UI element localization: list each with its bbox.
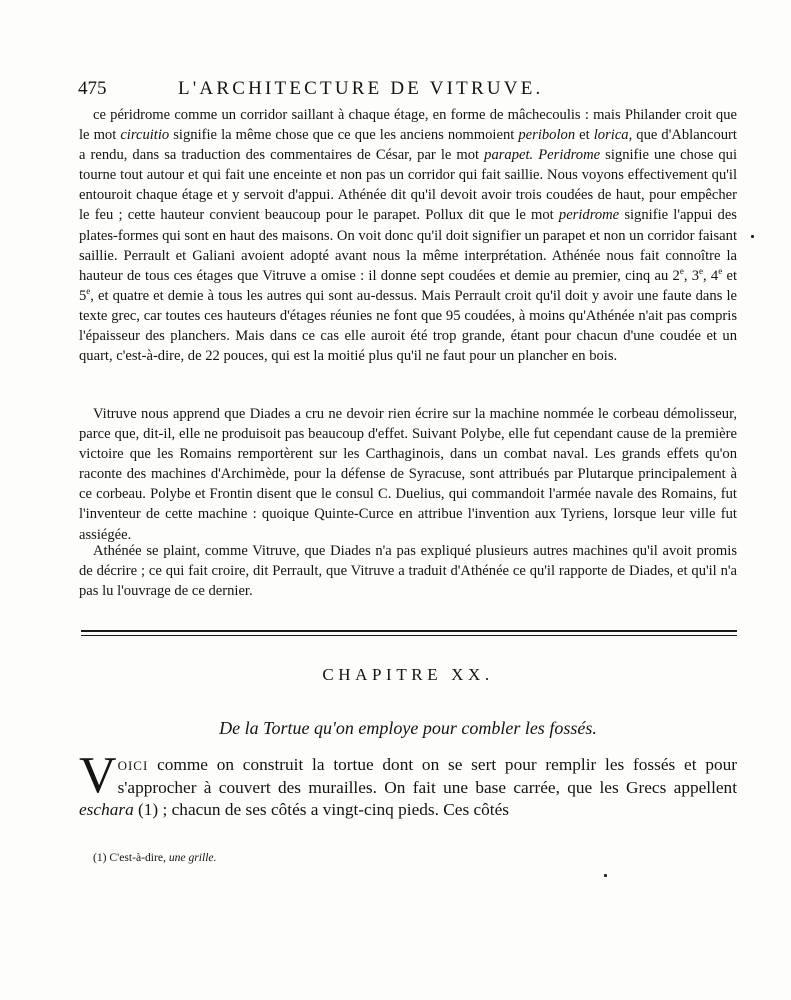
print-speck bbox=[751, 235, 754, 238]
paragraph-2-text: Vitruve nous apprend que Diades a cru ne devoir rien écrire sur la machine nommée le corbeau démolisseur, parce que, dit-il, elle ne produisoit pas beaucoup d'effet. Suivant Polybe, elle fut cependant cause de la première victoire que les Romains remportèrent sur les Carthaginois, dans un combat naval. Les grands effets qu'on raconte des machines d'Archimède, pour la défense de Syracuse, sont attribués par Plutarque principalement à ce corbeau. Polybe et Frontin disent que le consul C. Duelius, qui commandoit l'armée navale des Romains, fut l'inventeur de cette machine : quoique Quinte-Curce en attribue l'invention aux Tyriens, lorsque leur ville fut assiégée. bbox=[79, 406, 737, 543]
chapter-heading: CHAPITRE XX. bbox=[322, 665, 494, 684]
footnote: (1) C'est-à-dire, une grille. bbox=[93, 851, 217, 864]
section-divider-thin bbox=[81, 635, 737, 636]
section-divider-thick bbox=[81, 630, 737, 632]
running-head bbox=[78, 78, 653, 102]
paragraph-2 bbox=[79, 404, 737, 545]
paragraph-1 bbox=[79, 105, 737, 366]
paragraph-1-text: ce péridrome comme un corridor saillant à chaque étage, en forme de mâchecoulis : mais Philander croit que le mot circuitio signifie la même chose que ce que les anciens nommoient peribolon et lorica, que d'Ablancourt a rendu, dans sa traduction des commentaires de César, par le mot parapet. Peridrome signifie une chose qui tourne tout autour et qui fait une enceinte et non pas un corridor qui fait saillie. Nous voyons effectivement qu'il entouroit chaque étage et y servoit d'appui. Athénée dit qu'il devoit avoir trois coudées de haut, pour empêcher le feu ; cette hauteur convient beaucoup pour le parapet. Pollux dit que le mot peridrome signifie l'appui des plates-formes qui sont en haut des maisons. On voit donc qu'il doit signifier un parapet et non un corridor faisant saillie. Perrault et Galiani avoient adopté avant nous la même interprétation. Athénée nous fait connoître la hauteur de tous ces étages que Vitruve a omise : il donne sept coudées et demie au premier, cinq au 2e, 3e, 4e et 5e, et quatre et demie à tous les autres qui sont au-dessus. Mais Perrault croit qu'il doit y avoir une faute dans le texte grec, car toutes ces hauteurs d'étages réunies ne font que 95 coudées, à moins qu'Athénée n'ait pas compris l'épaisseur des planchers. Mais dans ce cas elle auroit été trop grande, étant pour chacun d'une coudée et un quart, c'est-à-dire, de 22 pouces, qui est la moitié plus qu'il ne faut pour un plancher en bois. bbox=[79, 107, 738, 365]
page-number: 475 bbox=[78, 78, 107, 99]
drop-cap: V bbox=[79, 747, 117, 804]
chapter-subtitle: De la Tortue qu'on employe pour combler les fossés. bbox=[219, 718, 597, 738]
paragraph-3 bbox=[79, 541, 737, 601]
small-caps-word: OICI bbox=[117, 758, 149, 773]
running-title: L'ARCHITECTURE DE VITRUVE. bbox=[178, 78, 544, 99]
paragraph-3-text: Athénée se plaint, comme Vitruve, que Diades n'a pas expliqué plusieurs autres machines qu'il avoit promis de décrire ; ce qui fait croire, dit Perrault, que Vitruve a traduit d'Athénée ce qu'il rapporte de Diades, et qu'il n'a pas lu l'ouvrage de ce dernier. bbox=[79, 543, 737, 600]
print-speck bbox=[604, 874, 607, 877]
chapter-opening-paragraph: VOICI comme on construit la tortue dont on se sert pour remplir les fossés et pour s'approcher à couvert des murailles. On fait une base carrée, que les Grecs appellent eschara (1) ; chacun de ses côtés a vingt-cinq pieds. Ces côtés bbox=[79, 747, 737, 819]
